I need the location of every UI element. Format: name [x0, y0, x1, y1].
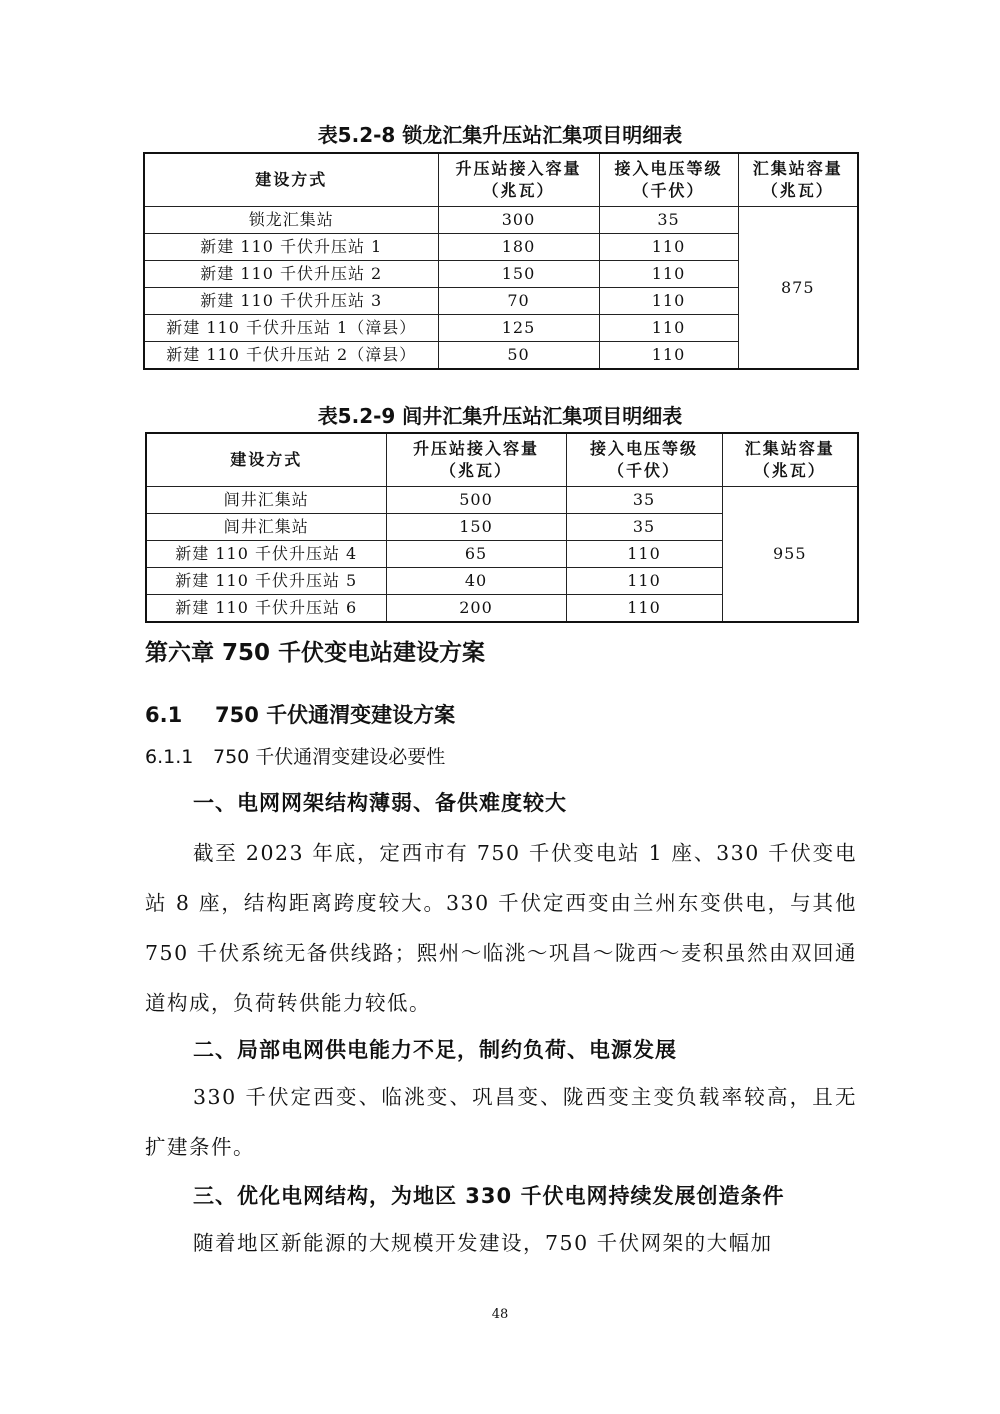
header-total-line2: （兆瓦）	[761, 181, 834, 200]
table2-header-row	[146, 433, 858, 487]
cell-method: 新建 110 千伏升压站 6	[146, 595, 386, 623]
section-title: 750 千伏通渭变建设方案	[215, 703, 456, 727]
cell-method: 闾井汇集站	[146, 487, 386, 514]
cell-capacity: 70	[438, 288, 599, 315]
cell-method: 新建 110 千伏升压站 5	[146, 568, 386, 595]
header-voltage-line2: （千伏）	[607, 461, 680, 480]
cell-voltage: 110	[599, 288, 738, 315]
table1-header-method: 建设方式	[144, 153, 438, 207]
header-voltage-line2: （千伏）	[632, 181, 705, 200]
cell-voltage: 35	[599, 207, 738, 234]
cell-voltage: 110	[566, 595, 722, 623]
subsection-heading	[145, 743, 445, 771]
cell-method: 新建 110 千伏升压站 3	[144, 288, 438, 315]
table2-header-total	[722, 433, 858, 487]
header-total-line1: 汇集站容量	[744, 439, 835, 458]
cell-method: 闾井汇集站	[146, 514, 386, 541]
cell-method: 新建 110 千伏升压站 1	[144, 234, 438, 261]
item-heading: 二、局部电网供电能力不足，制约负荷、电源发展	[193, 1038, 677, 1062]
header-capacity-line1: 升压站接入容量	[455, 159, 582, 178]
table-row	[146, 487, 858, 514]
header-voltage-line1: 接入电压等级	[589, 439, 698, 458]
table-row	[144, 207, 858, 234]
cell-method: 新建 110 千伏升压站 2（漳县）	[144, 342, 438, 370]
chapter-title: 第六章 750 千伏变电站建设方案	[145, 640, 486, 666]
table1-caption: 表5.2-8 锁龙汇集升压站汇集项目明细表	[317, 123, 683, 147]
cell-capacity: 40	[386, 568, 566, 595]
cell-capacity: 65	[386, 541, 566, 568]
cell-voltage: 110	[599, 315, 738, 342]
header-capacity-line2: （兆瓦）	[482, 181, 555, 200]
cell-method: 锁龙汇集站	[144, 207, 438, 234]
cell-voltage: 110	[566, 568, 722, 595]
cell-capacity: 500	[386, 487, 566, 514]
page-number: 48	[491, 1307, 509, 1322]
cell-capacity: 200	[386, 595, 566, 623]
table1-header-capacity	[438, 153, 599, 207]
cell-capacity: 150	[386, 514, 566, 541]
section-number: 6.1	[145, 703, 183, 727]
cell-voltage: 35	[566, 487, 722, 514]
header-total-line1: 汇集站容量	[752, 159, 843, 178]
cell-voltage: 110	[566, 541, 722, 568]
header-capacity-line2: （兆瓦）	[439, 461, 512, 480]
item-heading: 一、电网网架结构薄弱、备供难度较大	[193, 791, 567, 815]
cell-capacity: 150	[438, 261, 599, 288]
header-total-line2: （兆瓦）	[753, 461, 826, 480]
section-heading	[145, 700, 455, 730]
table1-header-voltage	[599, 153, 738, 207]
cell-total: 875	[738, 207, 858, 370]
table2-header-voltage	[566, 433, 722, 487]
table2-header-capacity	[386, 433, 566, 487]
table1-header-row	[144, 153, 858, 207]
cell-capacity: 125	[438, 315, 599, 342]
cell-capacity: 50	[438, 342, 599, 370]
header-capacity-line1: 升压站接入容量	[412, 439, 539, 458]
item-paragraph: 330 千伏定西变、临洮变、巩昌变、陇西变主变负载率较高，且无扩建条件。	[145, 1085, 857, 1159]
cell-voltage: 110	[599, 234, 738, 261]
cell-voltage: 35	[566, 514, 722, 541]
cell-capacity: 300	[438, 207, 599, 234]
cell-total: 955	[722, 487, 858, 623]
cell-voltage: 110	[599, 261, 738, 288]
header-voltage-line1: 接入电压等级	[614, 159, 723, 178]
subsection-title: 750 千伏通渭变建设必要性	[213, 746, 446, 768]
item-heading: 三、优化电网结构，为地区 330 千伏电网持续发展创造条件	[193, 1184, 785, 1208]
cell-voltage: 110	[599, 342, 738, 370]
table2-caption: 表5.2-9 闾井汇集升压站汇集项目明细表	[317, 404, 683, 428]
cell-method: 新建 110 千伏升压站 2	[144, 261, 438, 288]
cell-method: 新建 110 千伏升压站 4	[146, 541, 386, 568]
item-paragraph: 随着地区新能源的大规模开发建设，750 千伏网架的大幅加	[193, 1231, 773, 1255]
cell-method: 新建 110 千伏升压站 1（漳县）	[144, 315, 438, 342]
item-paragraph: 截至 2023 年底，定西市有 750 千伏变电站 1 座、330 千伏变电站 8 座，结构距离跨度较大。330 千伏定西变由兰州东变供电，与其他 750 千伏系统无备供线路；熙州～临洮～巩昌～陇西～麦积虽然由双回通道构成，负荷转供能力较低。	[145, 841, 857, 1015]
table1	[143, 152, 859, 370]
subsection-number: 6.1.1	[145, 746, 194, 768]
table1-header-total	[738, 153, 858, 207]
table2	[145, 432, 859, 623]
table2-header-method: 建设方式	[146, 433, 386, 487]
cell-capacity: 180	[438, 234, 599, 261]
